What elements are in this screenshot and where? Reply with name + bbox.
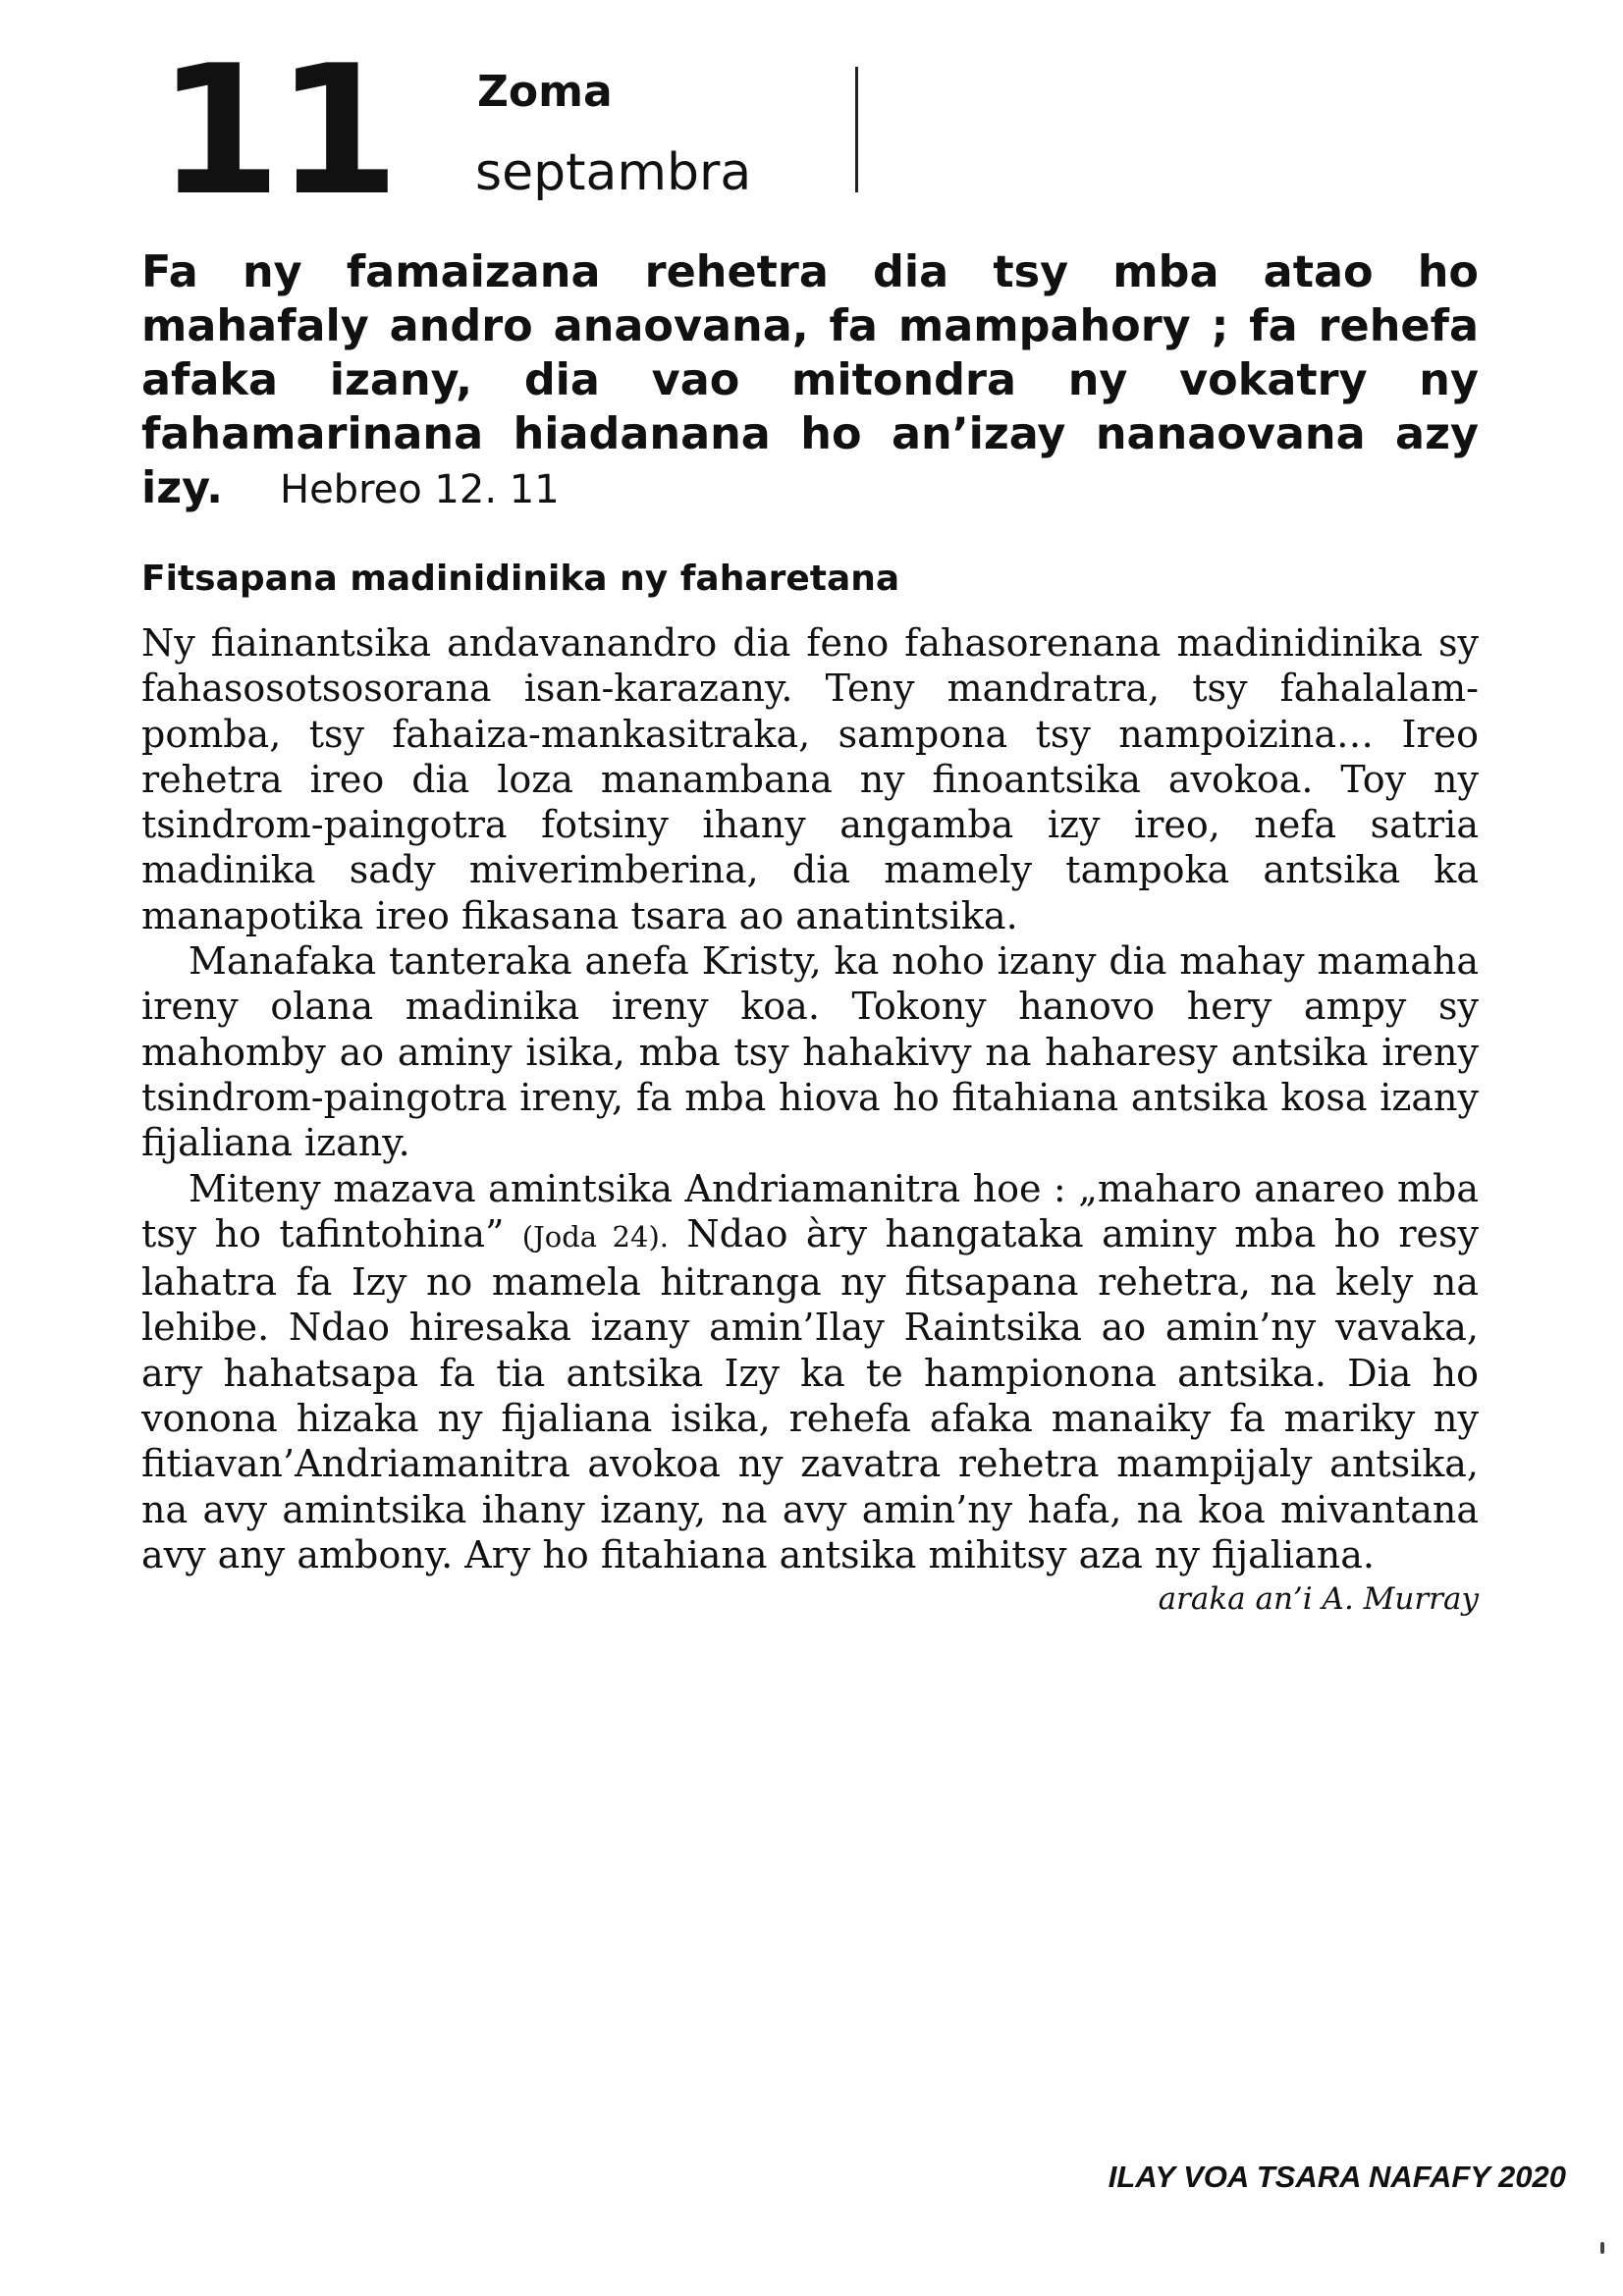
- header-divider: [855, 67, 858, 192]
- verse-reference: Hebreo 12. 11: [279, 467, 560, 512]
- footer-title: ILAY VOA TSARA NAFAFY 2020: [1108, 2160, 1566, 2194]
- day-number: 11: [157, 27, 395, 235]
- paragraph-3-start: Miteny mazava amintsika Andriamanitra hoe : „maharo anareo mba tsy ho tafintohina”: [141, 1166, 1479, 1255]
- weekday: Zoma: [477, 67, 613, 117]
- paragraph-2: Manafaka tanteraka anefa Kristy, ka noho izany dia mahay mamaha ireny olana madinika ireny koa. Tokony hanovo hery ampy sy mahomby ao aminy isika, mba tsy hahakivy na haharesy antsika ireny tsindrom-paingotra ireny, fa mba hiova ho fitahiana antsika kosa izany fijaliana izany.: [141, 939, 1479, 1165]
- paragraph-1: Ny fiainantsika andavanandro dia feno fahasorenana madinidinika sy fahasosotsosorana isan-karazany. Teny mandratra, tsy fahalalam-pomba, tsy fahaiza-mankasitraka, sampona tsy nampoizina… Ireo rehetra ireo dia loza manambana ny finoantsika avokoa. Toy ny tsindrom-paingotra fotsiny ihany angamba izy ireo, nefa satria madinika sady miverimberina, dia mamely tampoka antsika ka manapotika ireo fikasana tsara ao anatintsika.: [141, 621, 1479, 937]
- page-edge-mark: [1600, 2242, 1604, 2254]
- paragraph-3: [141, 1166, 1479, 1578]
- bible-verse: [141, 245, 1479, 517]
- month: septambra: [475, 143, 752, 202]
- attribution: araka an’i A. Murray: [1158, 1581, 1479, 1618]
- section-title: Fitsapana madinidinika ny faharetana: [141, 559, 900, 599]
- verse-text: Fa ny famaizana rehetra dia tsy mba atao ho mahafaly andro anaovana, fa mampahory ; fa rehefa afaka izany, dia vao mitondra ny vokatry ny fahamarinana hiadanana ho an’izay nanaovana azy izy.: [141, 247, 1479, 513]
- paragraph-3-end: Ndao àry hangataka aminy mba ho resy lahatra fa Izy no mamela hitranga ny fitsapana rehetra, na kely na lehibe. Ndao hiresaka izany amin’Ilay Raintsika ao amin’ny vavaka, ary hahatsapa fa tia antsika Izy ka te hampionona antsika. Dia ho vonona hizaka ny fijaliana isika, rehefa afaka manaiky fa mariky ny fitiavan’Andriamanitra avokoa ny zavatra rehetra mampijaly antsika, na avy amintsika ihany izany, na avy amin’ny hafa, na koa mivantana avy any ambony. Ary ho fitahiana antsika mihitsy aza ny fijaliana.: [141, 1211, 1479, 1576]
- inline-reference: (Joda 24).: [521, 1219, 669, 1254]
- devotional-body: [141, 620, 1479, 1619]
